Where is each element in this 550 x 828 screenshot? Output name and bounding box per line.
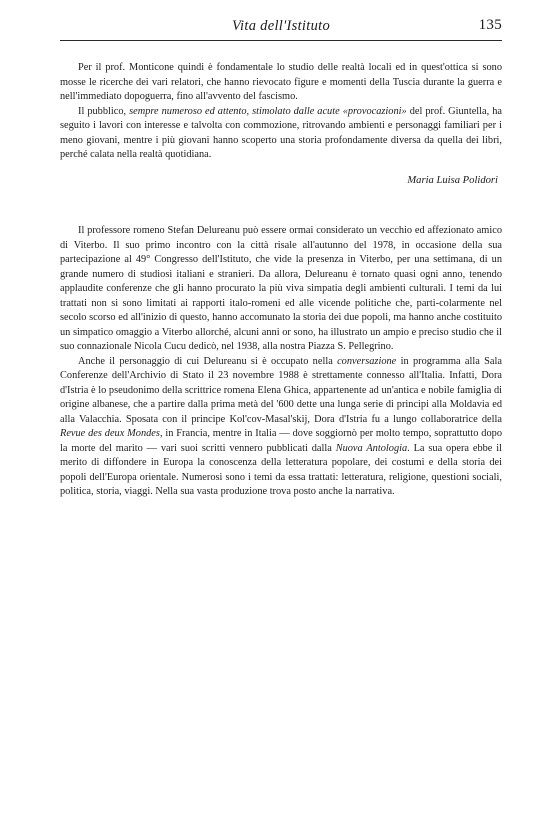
paragraph-delureanu: Il professore romeno Stefan Delureanu può essere ormai considerato un vecchio ed affezionato amico di Viterbo. Il suo primo incontro con la città risale all'autunno del 1978, in occasione della sua partecipazione al 49° Congresso dell'Istituto, che vide la presenza in Viterbo, per una settimana, di un grande numero di studiosi italiani e stranieri. Da allora, Delureanu è tornato quasi ogni anno, tenendo applaudite conferenze che gli hanno procurato la più viva simpatia degli ambienti culturali. I temi da lui trattati non si sono limitati ai rapporti italo-romeni ed alle vicende politiche che, parti-colarmente nel secolo scorso ed all'inizio di questo, hanno accomunato la storia dei due popoli, ma hanno anche costituito un simpatico omaggio a Viterbo allorché, alcuni anni or sono, ha illustrato un ampio e preciso studio che il suo connazionale Nicola Cucu dedicò, nel 1938, alla nostra Piazza S. Pellegrino. [60,225,502,352]
paragraph-dora-italic-conversazione: conversazione [337,355,397,367]
body-text [60,61,502,500]
running-header [60,16,502,41]
paragraph-dora-distria [60,355,502,500]
paragraph-dora-italic-revue: Revue des deux Mondes [60,428,160,439]
paragraph-pubblico-start: Il pubblico, [78,105,130,117]
page-number: 135 [478,17,502,33]
running-title: Vita dell'Istituto [231,18,331,34]
paragraph-dora-part-b: in programma alla Sala Conferenze dell'Archivio di Stato il 23 novembre 1988 è strettamente connesso all'Italia. Infatti, Dora d'Istria è lo pseudonimo della scrittrice romena Elena Ghica, appartenente ad un'antica e nobile famiglia di origine albanese, che a partire dalla prima metà del '600 dette una lunga serie di principi alla Moldavia ed alla Valacchia. Sposata con il principe Kol'cov-Masal'skij, Dora d'Istria fu a lungo collaboratrice della [60,355,502,425]
paragraph-dora-part-d: . La sua opera ebbe il merito di diffondere in Europa la conoscenza della letteratura popolare, dei costumi e della storia dei popoli dell'Europa orientale. Numerosi sono i temi da essa trattati: letteratura, religione, questioni sociali, politica, storia, viaggi. Nella sua vasta produzione trova posto anche la narrativa. [60,442,502,497]
author-signature: Maria Luisa Polidori [407,174,498,186]
paragraph-monticone: Per il prof. Monticone quindi è fondamentale lo studio delle realtà locali ed in quest'ottica si sono mosse le ricerche dei vari relatori, che hanno rievocato figure e momenti della Tuscia durante la guerra e nell'immediato dopoguerra, fino all'avvento del fascismo. [60,62,502,102]
paragraph-dora-part-a: Anche il personaggio di cui Delureanu si è occupato nella [78,355,338,367]
paragraph-pubblico [60,105,502,163]
paragraph-dora-part-c: , in Francia, mentre in Italia — dove soggiornò per molto tempo, soprattutto dopo la morte del marito — vari suoi scritti vennero pubblicati dalla [60,428,502,454]
paragraph-dora-italic-antologia: Nuova Antologia [335,442,408,454]
paragraph-pubblico-end: del prof. Giuntella, ha seguito i lavori con interesse e talvolta con commozione, ritrovando ambienti e personaggi familiari per i meno giovani, mentre i più giovani hanno scoperto una storia profondamente diversa da quella dei libri, perché calata nella realtà quotidiana. [60,105,502,160]
paragraph-pubblico-italic: sempre numeroso ed attento, stimolato dalle acute «provocazioni» [129,105,407,117]
